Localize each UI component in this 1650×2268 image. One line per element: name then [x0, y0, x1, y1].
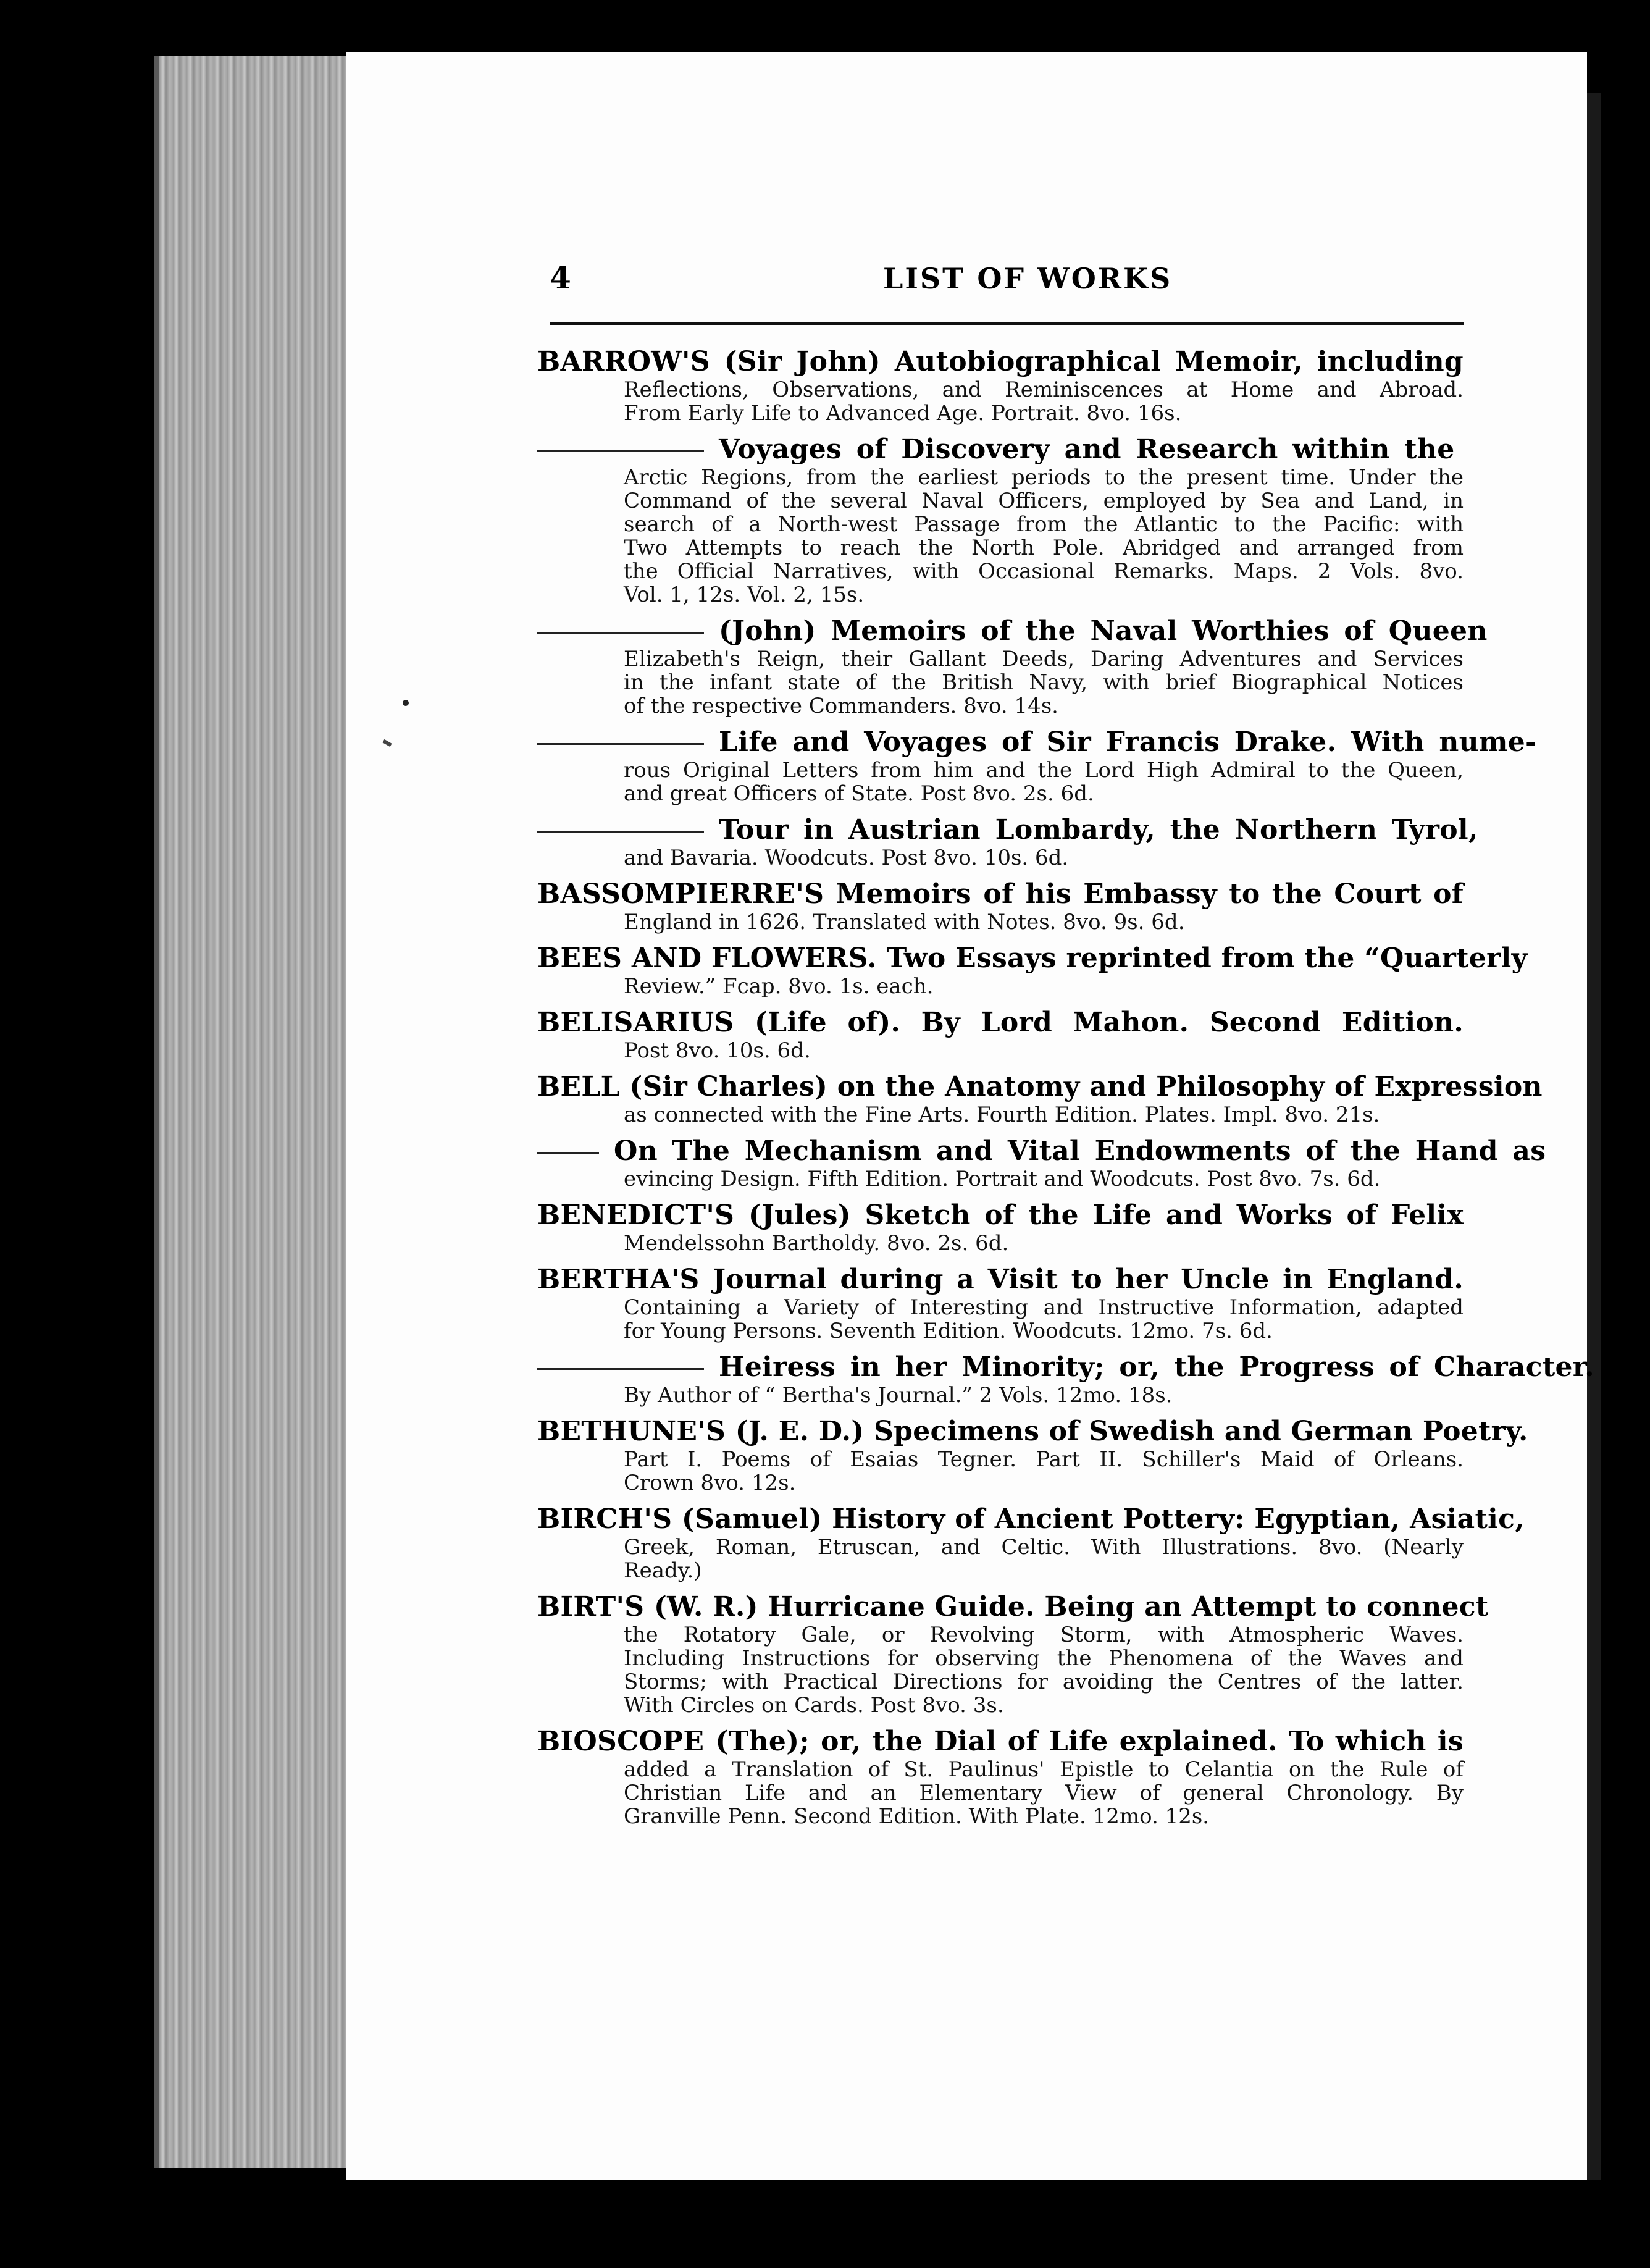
entry-heading-line — [537, 1351, 1594, 1384]
ditto-dash — [537, 743, 704, 745]
entry-description — [537, 1167, 1464, 1191]
entry-heading-line — [537, 1199, 1464, 1232]
entry-description — [537, 1448, 1464, 1495]
entry-description — [537, 1232, 1464, 1255]
catalogue-entry — [537, 1351, 1594, 1408]
entry-heading-line — [537, 814, 1478, 846]
entry-heading-text: BERTHA'S Journal during a Visit to her Uncle in England. — [537, 1264, 1464, 1295]
entry-description-line: evincing Design. Fifth Edition. Portrait and Woodcuts. Post 8vo. 7s. 6d. — [624, 1167, 1381, 1191]
entry-description-line: for Young Persons. Seventh Edition. Woodcuts. 12mo. 7s. 6d. — [624, 1319, 1273, 1343]
ditto-dash — [537, 1152, 599, 1154]
ditto-dash — [537, 1368, 704, 1370]
catalogue-entry — [537, 1264, 1464, 1343]
entry-heading-line — [537, 943, 1528, 975]
entry-description-line: as connected with the Fine Arts. Fourth Edition. Plates. Impl. 8vo. 21s. — [624, 1102, 1380, 1127]
entry-description-line: Crown 8vo. 12s. — [624, 1471, 796, 1495]
entry-description — [537, 1758, 1464, 1828]
entry-description — [537, 1296, 1464, 1343]
entry-description — [537, 975, 1464, 998]
ditto-dash — [537, 831, 704, 833]
entry-description-line: Vol. 1, 12s. Vol. 2, 15s. — [624, 582, 865, 607]
page-number: 4 — [550, 259, 571, 296]
entry-heading-line — [537, 1071, 1543, 1103]
entry-description — [537, 378, 1464, 425]
entry-description-line: Storms; with Practical Directions for avoiding the Centres of the latter. — [624, 1670, 1464, 1694]
entry-heading-line — [537, 1135, 1546, 1167]
entry-description-line: Arctic Regions, from the earliest periods to the present time. Under the — [624, 465, 1464, 490]
entry-description-line: of the respective Commanders. 8vo. 14s. — [624, 694, 1058, 718]
entry-heading-text: BARROW'S (Sir John) Autobiographical Memoir, including — [537, 346, 1464, 377]
entry-heading-text: BASSOMPIERRE'S Memoirs of his Embassy to the Court of — [537, 878, 1464, 910]
catalogue-entry — [537, 1591, 1489, 1718]
entry-description — [537, 1103, 1464, 1127]
entry-description-line: Post 8vo. 10s. 6d. — [624, 1038, 811, 1063]
entry-heading-line — [537, 346, 1464, 378]
entry-heading-text: BEES AND FLOWERS. Two Essays reprinted from the “Quarterly — [537, 943, 1528, 974]
entry-description-line: search of a North-west Passage from the Atlantic to the Pacific: with — [624, 512, 1464, 537]
entry-heading-line — [537, 1416, 1528, 1448]
catalogue-entry — [537, 1071, 1543, 1127]
facing-page-edge — [1587, 93, 1601, 2180]
entry-heading-text: BETHUNE'S (J. E. D.) Specimens of Swedish and German Poetry. — [537, 1416, 1528, 1447]
catalogue-entry — [537, 814, 1478, 870]
entry-heading-text: BENEDICT'S (Jules) Sketch of the Life and Works of Felix — [537, 1199, 1464, 1231]
entry-description-line: the Rotatory Gale, or Revolving Storm, with Atmospheric Waves. — [624, 1623, 1464, 1647]
entry-heading-text: Life and Voyages of Sir Francis Drake. With nume- — [719, 726, 1537, 758]
entry-heading-text: BELISARIUS (Life of). By Lord Mahon. Second Edition. — [537, 1007, 1464, 1038]
entry-description-line: By Author of “ Bertha's Journal.” 2 Vols. 12mo. 18s. — [624, 1383, 1173, 1408]
book-page-edges — [154, 56, 351, 2168]
entry-heading-text: BELL (Sir Charles) on the Anatomy and Philosophy of Expression — [537, 1071, 1543, 1102]
entry-description-line: With Circles on Cards. Post 8vo. 3s. — [624, 1693, 1004, 1718]
entry-heading-line — [537, 1503, 1525, 1535]
entry-description-line: Greek, Roman, Etruscan, and Celtic. With Illustrations. 8vo. (Nearly — [624, 1535, 1464, 1560]
ditto-dash — [537, 450, 704, 452]
entry-description-line: Granville Penn. Second Edition. With Plate. 12mo. 12s. — [624, 1804, 1210, 1829]
entry-description-line: the Official Narratives, with Occasional Remarks. Maps. 2 Vols. 8vo. — [624, 559, 1464, 584]
entry-heading-text: (John) Memoirs of the Naval Worthies of Queen — [719, 615, 1488, 647]
entry-heading-text: Voyages of Discovery and Research within the — [719, 434, 1455, 465]
entry-heading-line — [537, 1007, 1464, 1039]
entry-description-line: rous Original Letters from him and the Lord High Admiral to the Queen, — [624, 758, 1464, 783]
ink-speck — [403, 700, 409, 706]
entry-description-line: Mendelssohn Bartholdy. 8vo. 2s. 6d. — [624, 1231, 1009, 1256]
entry-description-line: Elizabeth's Reign, their Gallant Deeds, Daring Adventures and Services — [624, 647, 1464, 671]
catalogue-entry — [537, 1726, 1464, 1828]
entry-description-line: Reflections, Observations, and Reminiscences at Home and Abroad. — [624, 377, 1464, 402]
entry-description-line: Command of the several Naval Officers, employed by Sea and Land, in — [624, 489, 1464, 513]
catalogue-entry — [537, 1007, 1464, 1062]
entry-heading-line — [537, 726, 1537, 758]
catalogue-entry — [537, 434, 1464, 607]
entry-heading-text: BIRT'S (W. R.) Hurricane Guide. Being an Attempt to connect — [537, 1591, 1489, 1623]
catalogue-entry — [537, 1135, 1546, 1191]
entry-heading-text: Tour in Austrian Lombardy, the Northern Tyrol, — [719, 814, 1478, 846]
entry-heading-line — [537, 434, 1464, 466]
catalogue-entry — [537, 726, 1537, 806]
catalogue-entry — [537, 1416, 1528, 1495]
entry-description-line: From Early Life to Advanced Age. Portrait. 8vo. 16s. — [624, 401, 1182, 426]
entry-description — [537, 1623, 1464, 1717]
page-header — [550, 259, 1464, 303]
entry-description — [537, 846, 1464, 870]
entry-description-line: Two Attempts to reach the North Pole. Abridged and arranged from — [624, 536, 1464, 560]
catalogue-entry — [537, 1199, 1464, 1255]
entry-heading-text: Heiress in her Minority; or, the Progress of Character. — [719, 1351, 1594, 1383]
entry-heading-line — [537, 878, 1464, 910]
entry-description-line: Containing a Variety of Interesting and Instructive Information, adapted — [624, 1295, 1464, 1320]
entry-description-line: Ready.) — [624, 1558, 702, 1583]
entry-description-line: Part I. Poems of Esaias Tegner. Part II. Schiller's Maid of Orleans. — [624, 1447, 1464, 1472]
entry-description-line: Christian Life and an Elementary View of general Chronology. By — [624, 1781, 1464, 1805]
entry-description-line: in the infant state of the British Navy, with brief Biographical Notices — [624, 670, 1464, 695]
entry-description-line: Including Instructions for observing the Phenomena of the Waves and — [624, 1646, 1464, 1671]
entry-description — [537, 1535, 1464, 1582]
catalogue-entry — [537, 943, 1528, 999]
catalogue-entry — [537, 1503, 1525, 1583]
entry-description — [537, 1039, 1464, 1062]
entry-description-line: added a Translation of St. Paulinus' Epistle to Celantia on the Rule of — [624, 1757, 1464, 1782]
catalogue-entry — [537, 615, 1488, 718]
entry-heading-line — [537, 1726, 1464, 1758]
entry-description — [537, 910, 1464, 934]
entry-heading-line — [537, 615, 1488, 647]
entry-description — [537, 758, 1464, 805]
ditto-dash — [537, 632, 704, 634]
running-head: LIST OF WORKS — [883, 262, 1173, 295]
catalogue-entry — [537, 346, 1464, 425]
entry-description-line: and great Officers of State. Post 8vo. 2s. 6d. — [624, 781, 1094, 806]
entry-heading-text: BIOSCOPE (The); or, the Dial of Life explained. To which is — [537, 1726, 1464, 1757]
entry-description-line: Review.” Fcap. 8vo. 1s. each. — [624, 974, 934, 999]
catalogue-entry — [537, 878, 1464, 934]
entry-description-line: and Bavaria. Woodcuts. Post 8vo. 10s. 6d. — [624, 846, 1069, 870]
entry-heading-line — [537, 1264, 1464, 1296]
entry-description-line: England in 1626. Translated with Notes. 8vo. 9s. 6d. — [624, 910, 1185, 934]
entry-heading-text: BIRCH'S (Samuel) History of Ancient Pottery: Egyptian, Asiatic, — [537, 1503, 1525, 1535]
entry-description — [537, 1384, 1464, 1407]
entry-heading-line — [537, 1591, 1489, 1623]
entry-description — [537, 647, 1464, 718]
header-rule — [550, 322, 1464, 325]
entry-description — [537, 466, 1464, 607]
entry-heading-text: On The Mechanism and Vital Endowments of the Hand as — [614, 1135, 1546, 1167]
catalogue-entries — [537, 346, 1594, 1837]
